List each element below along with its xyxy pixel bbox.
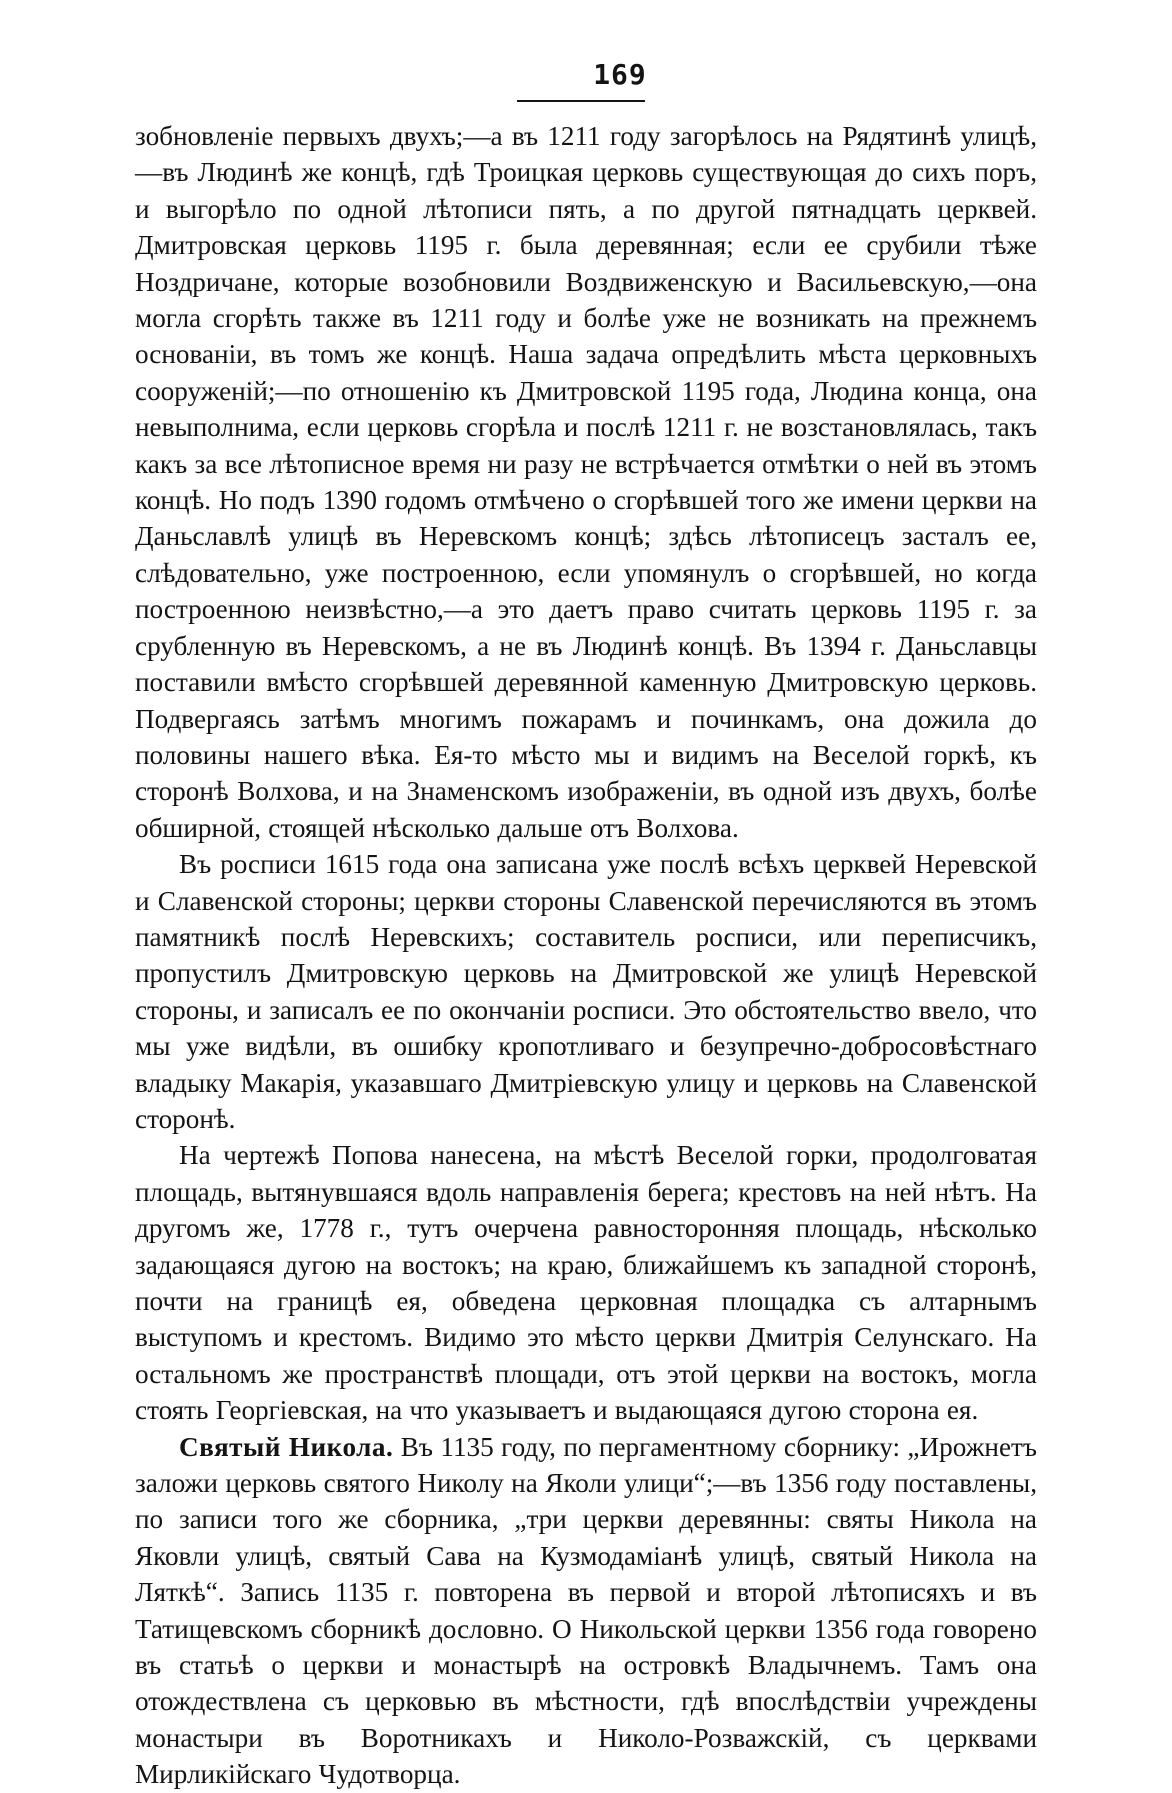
paragraph-text: Въ росписи 1615 года она записана уже послѣ всѣхъ церквей Неревской и Славенской стороны; церкви стороны Славенской перечисляются въ этомъ памятникѣ послѣ Неревскихъ; составитель росписи, или переписчикъ, пропустилъ Дмитровскую церковь на Дмитровской же улицѣ Неревской стороны, и записалъ ее по окончаніи росписи. Это обстоятельство ввело, что мы уже видѣли, въ ошибку кропотливаго и безупречно-добросовѣстнаго владыку Макарія, указавшаго Дмитріевскую улицу и церковь на Славенской сторонѣ. bbox=[135, 849, 1037, 1134]
page-number-rule bbox=[517, 100, 645, 102]
section-lead-heading: Святый Никола. bbox=[179, 1431, 394, 1462]
body-text bbox=[135, 118, 1037, 1793]
paragraph bbox=[135, 1137, 1037, 1428]
paragraph bbox=[135, 1429, 1037, 1793]
page-number: 169 bbox=[593, 58, 647, 91]
paragraph bbox=[135, 118, 1037, 846]
book-page bbox=[135, 58, 1037, 1793]
paragraph-text: Въ 1135 году, по пергаментному сборнику: „Ирожнетъ заложи церковь святого Николу на Яколи улици“;—въ 1356 году поставлены, по записи того же сборника, „три церкви деревянны: святы Никола на Яковли улицѣ, святый Сава на Кузмодаміанѣ улицѣ, святый Никола на Ляткѣ“. Запись 1135 г. повторена въ первой и второй лѣтописяхъ и въ Татищевскомъ сборникѣ дословно. О Никольской церкви 1356 года говорено въ статьѣ о церкви и монастырѣ на островкѣ Владычнемъ. Тамъ она отождествлена съ церковью въ мѣстности, гдѣ впослѣдствіи учреждены монастыри въ Воротникахъ и Николо-Розважскій, съ церквами Мирликійскаго Чудотворца. bbox=[135, 1431, 1037, 1790]
paragraph-text: На чертежѣ Попова нанесена, на мѣстѣ Веселой горки, продолговатая площадь, вытянувшаяся вдоль направленія берега; крестовъ на ней нѣтъ. На другомъ же, 1778 г., тутъ очерчена равносторонняя площадь, нѣсколько задающаяся дугою на востокъ; на краю, ближайшемъ къ западной сторонѣ, почти на границѣ ея, обведена церковная площадка съ алтарнымъ выступомъ и крестомъ. Видимо это мѣсто церкви Дмитрія Селунскаго. На остальномъ же пространствѣ площади, отъ этой церкви на востокъ, могла стоять Георгіевская, на что указываетъ и выдающаяся дугою сторона ея. bbox=[135, 1140, 1037, 1426]
paragraph-text: зобновленіе первыхъ двухъ;—а въ 1211 году загорѣлось на Рядятинѣ улицѣ,—въ Людинѣ же концѣ, гдѣ Троицкая церковь существующая до сихъ поръ, и выгорѣло по одной лѣтописи пять, а по другой пятнадцать церквей. Дмитровская церковь 1195 г. была деревянная; если ее срубили тѣже Ноздричане, которые возобновили Воздвиженскую и Васильевскую,—она могла сгорѣть также въ 1211 году и болѣе уже не возникать на прежнемъ основаніи, въ томъ же концѣ. Наша задача опредѣлить мѣста церковныхъ сооруженій;—по отношенію къ Дмитровской 1195 года, Людина конца, она невыполнима, если церковь сгорѣла и послѣ 1211 г. не возстановлялась, такъ какъ за все лѣтописное время ни разу не встрѣчается отмѣтки о ней въ этомъ концѣ. Но подъ 1390 годомъ отмѣчено о сгорѣвшей того же имени церкви на Даньславлѣ улицѣ въ Неревскомъ концѣ; здѣсь лѣтописецъ засталъ ее, слѣдовательно, уже построенною, если упомянулъ о сгорѣвшей, но когда построенною неизвѣстно,—а это даетъ право считать церковь 1195 г. за срубленную въ Неревскомъ, а не въ Людинѣ концѣ. Въ 1394 г. Даньславцы поставили вмѣсто сгорѣвшей деревянной каменную Дмитровскую церковь. Подвергаясь затѣмъ многимъ пожарамъ и починкамъ, она дожила до половины нашего вѣка. Ея-то мѣсто мы и видимъ на Веселой горкѣ, къ сторонѣ Волхова, и на Знаменскомъ изображеніи, въ одной изъ двухъ, болѣе обширной, стоящей нѣсколько дальше отъ Волхова. bbox=[135, 121, 1037, 843]
page-header bbox=[135, 58, 1037, 106]
paragraph bbox=[135, 846, 1037, 1137]
